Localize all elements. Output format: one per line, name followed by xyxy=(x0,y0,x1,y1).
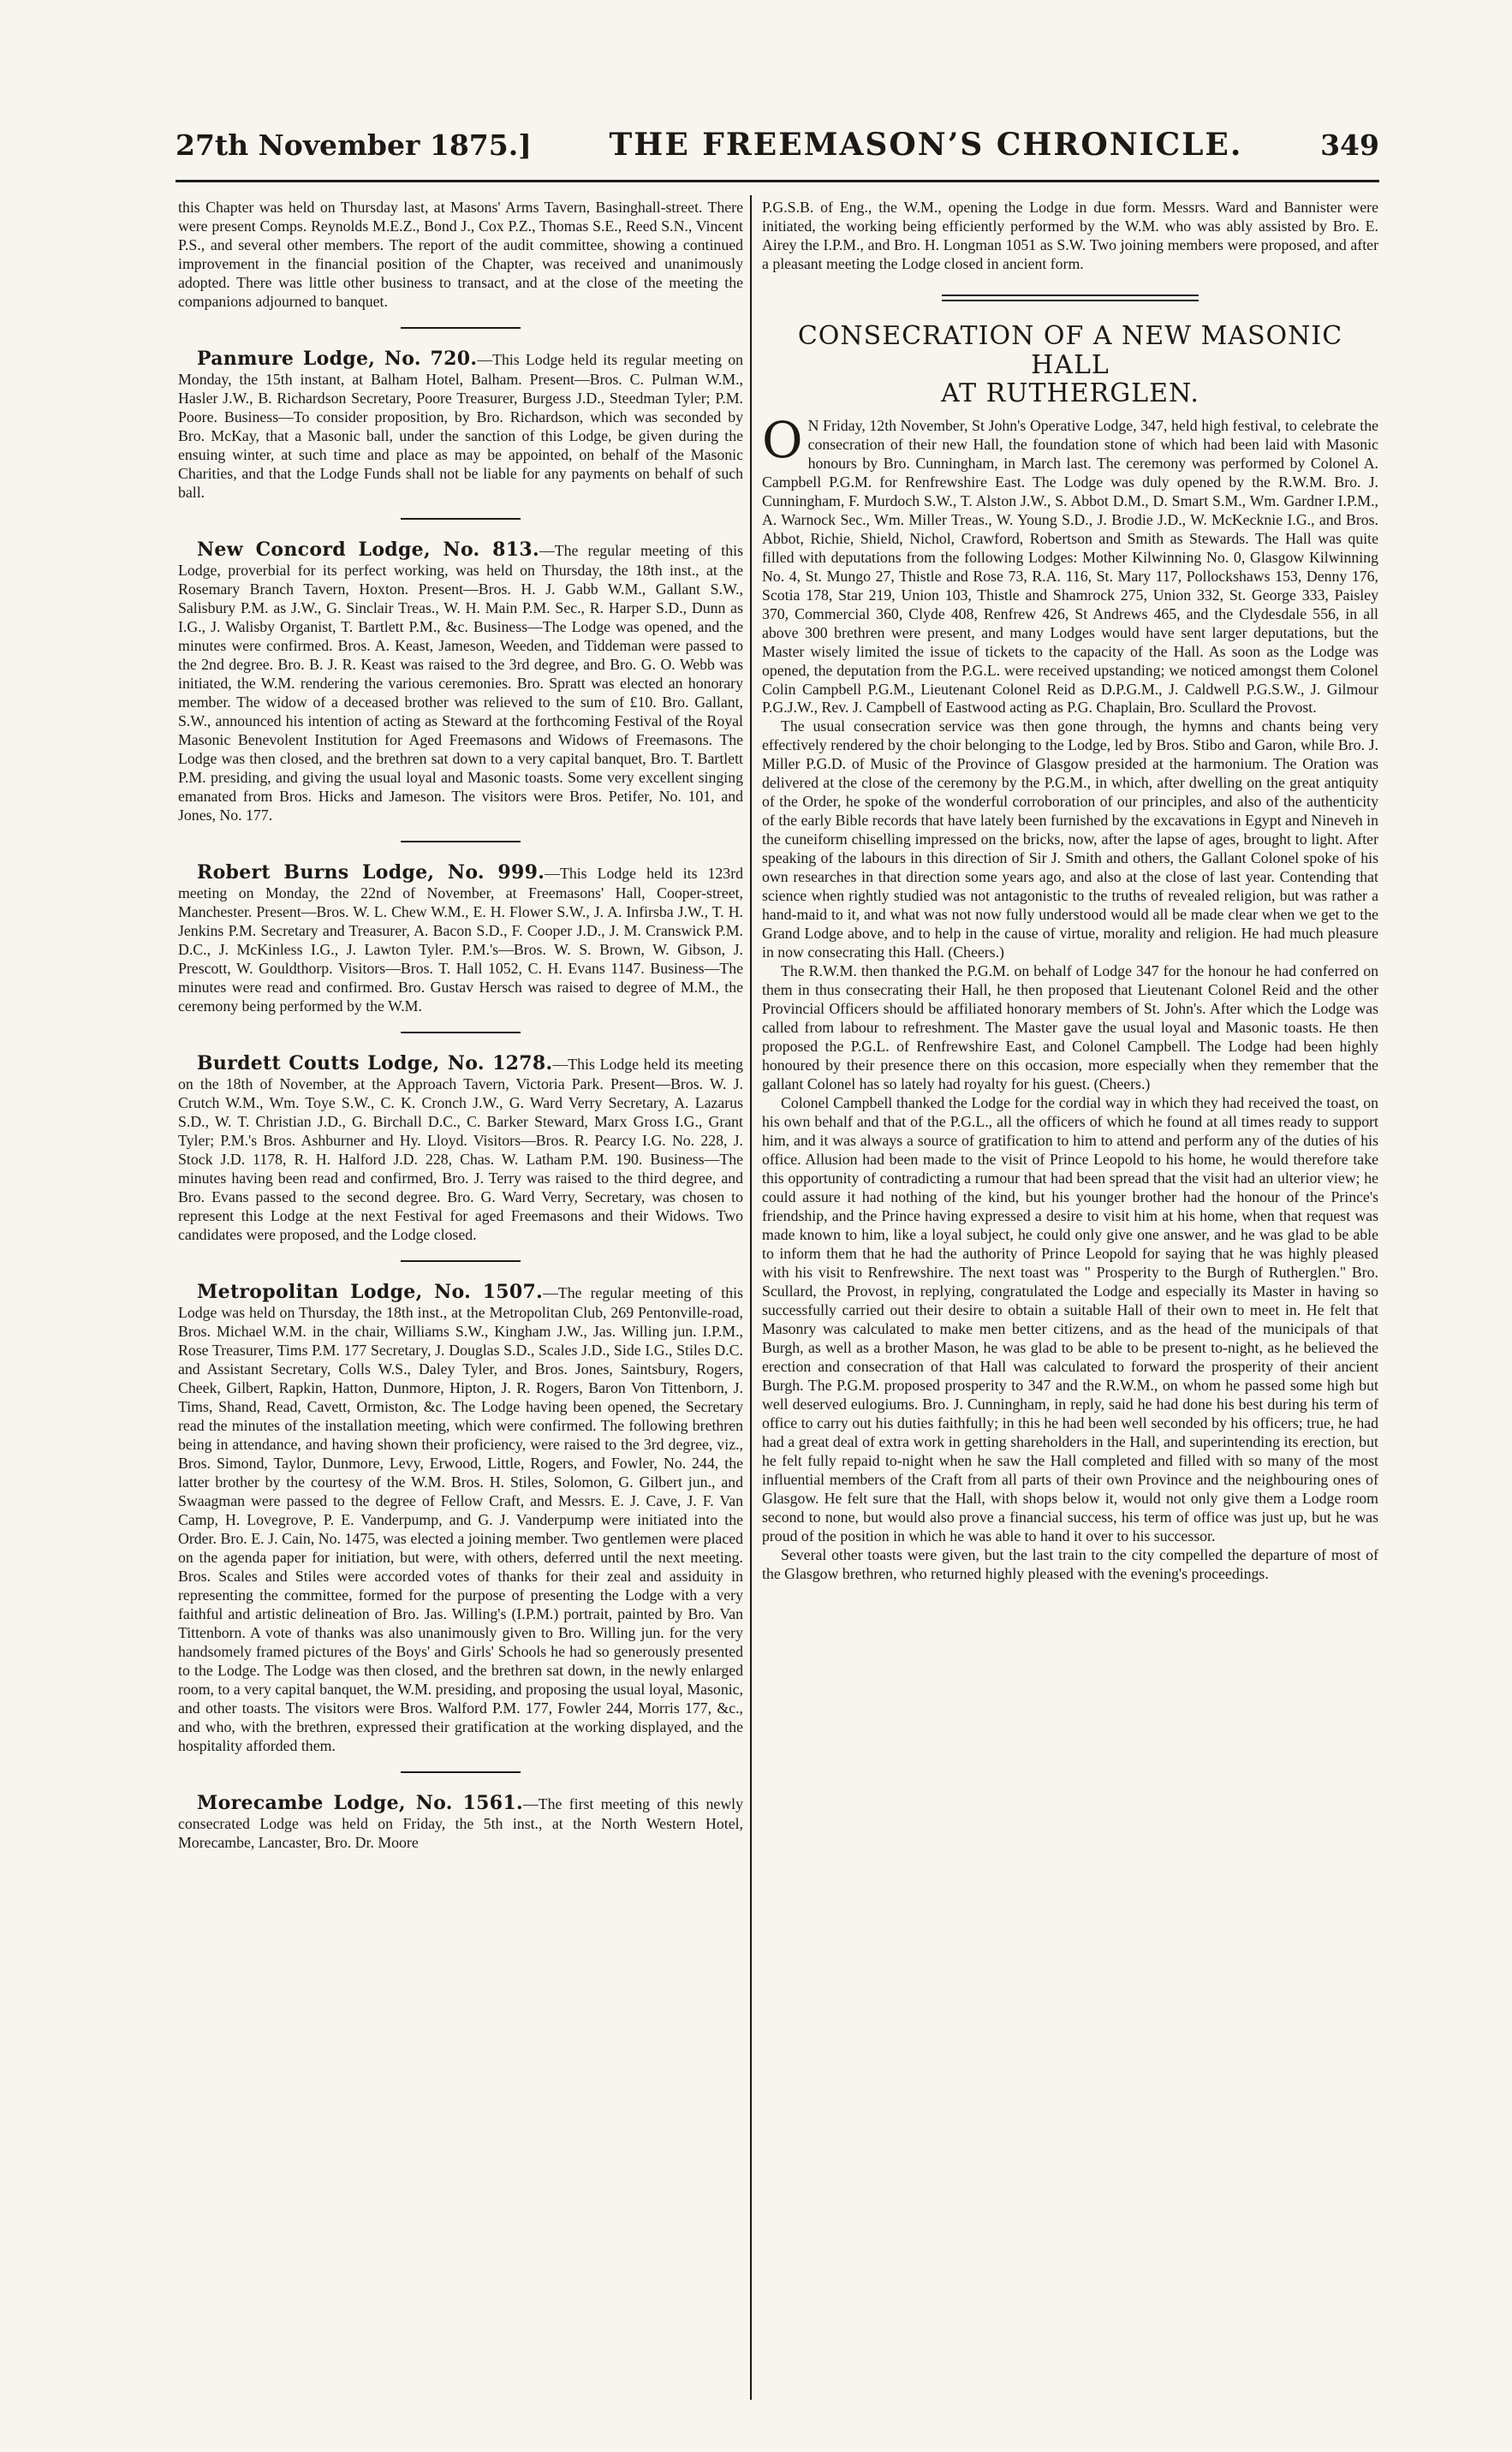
section-separator xyxy=(401,1032,521,1033)
article-separator-bottom xyxy=(942,300,1199,301)
article-paragraph xyxy=(762,410,1378,718)
lodge-report-body: The first meeting of this newly consecrated Lodge was held on Friday, the 5th inst., at the North Western Hotel, Morecambe, Lancaster, Bro. Dr. Moore xyxy=(178,1794,743,1852)
column-divider xyxy=(750,195,752,2400)
lodge-report-body: The regular meeting of this Lodge was held on Thursday, the 18th inst., at the Metropolitan Club, 269 Pentonville-road, Bros. Michael W.M. in the chair, Williams S.W., Kingham J.W., Jas. Willing jun. I.P.M., Rose Treasurer, Tims P.M. 177 Secretary, J. Douglas S.D., Scales J.D., Side I.G., Stiles D.C. and Assistant Secretary, Colls W.S., Daley Tyler, and Bros. Jones, Saintsbury, Rogers, Cheek, Gilbert, Rapkin, Hatton, Dunmore, Hipton, J. R. Rogers, Baron Von Tittenborn, J. Tims, Shand, Read, Cavett, Ormiston, &c. The Lodge having been opened, the Secretary read the minutes of the installation meeting, which were confirmed. The following brethren being in attendance, and having shown their proficiency, were raised to the 3rd degree, viz., Bros. Simond, Taylor, Dunmore, Levy, Erwood, Little, Rogers, and Fowler, No. 244, the latter brother by the courtesy of the W.M. Bros. H. Stiles, Solomon, G. Gilbert jun., and Swaagman were passed to the degree of Fellow Craft, and Messrs. E. J. Cave, J. F. Van Camp, H. Lovegrove, P. E. Vanderpump, and G. J. Vanderpump were initiated into the Order. Bro. E. J. Cain, No. 1475, was elected a joining member. Two gentlemen were placed on the agenda paper for initiation, but were, with others, deferred until the next meeting. Bros. Scales and Stiles were accorded votes of thanks for their zeal and assiduity in representing the committee, formed for the purpose of presenting the Lodge with a very faithful and artistic delineation of Bro. Jas. Willing's (I.P.M.) portrait, painted by Bro. Van Tittenborn. A vote of thanks was also unanimously given to Bro. Willing jun. for the very handsomely framed pictures of the Boys' and Girls' Schools he had so generously presented to the Lodge. The Lodge was then closed, and the brethren sat down, in the newly enlarged room, to a very capital banquet, the W.M. presiding, and proposing the usual loyal, Masonic, and other toasts. The visitors were Bros. Walford P.M. 177, Fowler 244, Morris 177, &c., and who, with the brethren, expressed their gratification at the working displayed, and the hospitality afforded them. xyxy=(178,1284,743,1754)
issue-date: 27th November 1875.] xyxy=(176,128,532,162)
masthead xyxy=(176,127,1379,171)
lodge-report: Burdett Coutts Lodge, No. 1278.—This Lodge held its meeting on the 18th of November, at the Approach Tavern, Victoria Park. Present—Bros. W. J. Crutch W.M., Wm. Toye S.W., C. K. Cronch J.W., G. Ward Verry Secretary, A. Lazarus S.D., W. T. Christian J.D., G. Birchall D.C., C. Barker Steward, Marx Gross I.G., Grant Tyler; P.M.'s Bros. Ashburner and Hy. Lloyd. Visitors—Bros. R. Pearcy I.G. No. 228, J. Stock J.D. 1178, R. H. Halford J.D. 228, Chas. W. Latham P.M. 190. Business—The minutes having been read and confirmed, Bro. J. Terry was raised to the third degree, and Bro. Evans passed to the second degree. Bro. G. Ward Verry, Secretary, was chosen to represent this Lodge at the next Festival for aged Freemasons and their Widows. Two candidates were proposed, and the Lodge closed. xyxy=(178,1052,743,1244)
lodge-report-title: Metropolitan Lodge, No. 1507. xyxy=(197,1281,544,1304)
article-paragraph: Several other toasts were given, but the last train to the city compelled the departure of most of the Glasgow brethren, who returned highly pleased with the evening's proceedings. xyxy=(762,1545,1378,1582)
lodge-report-title: Robert Burns Lodge, No. 999. xyxy=(197,860,545,884)
right-column xyxy=(762,199,1378,1584)
headline-line-1: CONSECRATION OF A NEW MASONIC HALL xyxy=(797,320,1343,380)
lodge-report: Morecambe Lodge, No. 1561.—The first meeting of this newly consecrated Lodge was held on Friday, the 5th inst., at the North Western Hotel, Morecambe, Lancaster, Bro. Dr. Moore xyxy=(178,1791,743,1852)
lodge-report-title: Burdett Coutts Lodge, No. 1278. xyxy=(197,1052,553,1075)
article-paragraph: The R.W.M. then thanked the P.G.M. on behalf of Lodge 347 for the honour he had conferred on them in thus consecrating their Hall, he then proposed that Lieutenant Colonel Reid and the other Provincial Officers should be affiliated honorary members of St. John's. After which the Lodge was called from labour to refreshment. The Master gave the usual loyal and Masonic toasts. He then proposed the P.G.L. of Renfrewshire East, and Colonel Campbell. The Lodge had been highly honoured by their presence there on this occasion, more especially when they remember that the gallant Colonel has so lately had royalty for his guest. (Cheers.) xyxy=(762,962,1378,1093)
article-paragraph: The usual consecration service was then gone through, the hymns and chants being very effectively rendered by the choir belonging to the Lodge, led by Bros. Stibo and Garon, while Bro. J. Miller P.G.D. of Music of the Province of Glasgow presided at the harmonium. The Oration was delivered at the close of the ceremony by the P.G.M., in which, after dwelling on the great antiquity of the Order, he spoke of the wonderful corroboration of our principles, and also of the authenticity of the early Bible records that have lately been furnished by the excavations in Egypt and Nineveh in the cuneiform chiselling impressed on the bricks, now, after the lapse of ages, brought to light. After speaking of the labours in this direction of Sir J. Smith and others, the Gallant Colonel spoke of his own researches in that direction some years ago, and also at the close of last year. Contending that science when rightly studied was not antagonistic to the truths of revealed religion, but was rather a hand-maid to it, and what was not now fully understood would all be made clear when we get to the Grand Lodge above, and to help in the cause of virtue, morality and religion. He had much pleasure in now consecrating this Hall. (Cheers.) xyxy=(762,717,1378,961)
lodge-report-title: Morecambe Lodge, No. 1561. xyxy=(197,1791,523,1814)
paragraph-text: N Friday, 12th November, St John's Operative Lodge, 347, held high festival, to celebrate the consecration of their new Hall, the foundation stone of which had been laid with Masonic honours by Bro. Cunningham, in March last. The ceremony was performed by Colonel A. Campbell P.G.M. for Renfrewshire East. The Lodge was duly opened by the R.W.M. Bro. J. Cunningham, F. Murdoch S.W., T. Alston J.W., S. Abbot D.M., D. Smart S.M., Wm. Gardner I.P.M., A. Warnock Sec., Wm. Miller Treas., W. Young S.D., J. Brodie J.D., W. McKecknie I.G., and Bros. Abbot, Richie, Shield, Nichol, Crawford, Robertson and Smith as Stewards. The Hall was quite filled with deputations from the following Lodges: Mother Kilwinning No. 0, Glasgow Kilwinning No. 4, St. Mungo 27, Thistle and Rose 73, R.A. 116, St. Mary 117, Pollockshaws 153, Denny 176, Scotia 178, Star 219, Union 103, Thistle and Shamrock 275, Union 332, St. George 333, Paisley 370, Commercial 360, Clyde 408, Renfrew 426, St Andrews 465, and the Clydesdale 556, in all above 300 brethren were present, and many Lodges would have sent larger deputations, but the Master wisely limited the issue of tickets to the capacity of the Hall. As soon as the Lodge was opened, the deputation from the P.G.L. were received upstanding; we noticed amongst them Colonel Colin Campbell P.G.M., Lieutenant Colonel Reid as D.P.G.M., J. Caldwell P.G.S.W., J. Gilmour P.G.J.W., Rev. J. Campbell of Eastwood acting as P.G. Chaplain, Bro. Scullard the Provost. xyxy=(762,416,1378,717)
drop-cap: O xyxy=(762,410,803,469)
section-separator xyxy=(401,841,521,842)
article-paragraph: Colonel Campbell thanked the Lodge for the cordial way in which they had received the toast, on his own behalf and that of the P.G.L., all the officers of which he found at all times ready to support him, and it was always a source of gratification to him to attend and perform any of the duties of his office. Allusion had been made to the visit of Prince Leopold to his home, he would therefore take this opportunity of contradicting a rumour that had been spread that the visit had an ulterior view; he could assure it had nothing of the kind, but his younger brother had the honour of the Prince's friendship, and the Prince having expressed a desire to visit him at his home, when that request was made known to him, like a loyal subject, he could only give one answer, and he was glad to be able to inform them that he had the authority of Prince Leopold for saying that he was highly pleased with his visit to Renfrewshire. The next toast was " Prosperity to the Burgh of Rutherglen." Bro. Scullard, the Provost, in replying, congratulated the Lodge and especially its Master in having so successfully carried out their desire to obtain a suitable Hall of their own to meet in. He felt that Masonry was calculated to make men better citizens, and as the head of the municipals of that Burgh, as well as a brother Mason, he was glad to be able to be present to-night, as he believed the erection and consecration of that Hall was calculated to forward the prosperity of their ancient Burgh. The P.G.M. proposed prosperity to 347 and the R.W.M., on whom he passed some high but well deserved eulogiums. Bro. J. Cunningham, in reply, said he had done his best during his term of office to carry out his duties faithfully; in this he had been well seconded by his officers; true, he had had a great deal of extra work in getting shareholders in the Hall, and superintending its erection, but he felt fully repaid to-night when he saw the Hall completed and filled with so many of the most influential members of the Craft from all parts of their own Province and the neighbouring ones of Glasgow. He felt sure that the Hall, with shops below it, would not only give them a Lodge room second to none, but would also prove a financial success, his term of office was just up, but he was proud of the position in which he was able to hand it over to his successor. xyxy=(762,1094,1378,1544)
section-separator xyxy=(401,518,521,520)
lodge-report: Panmure Lodge, No. 720.—This Lodge held its regular meeting on Monday, the 15th instant, at Balham Hotel, Balham. Present—Bros. C. Pulman W.M., Hasler J.W., B. Richardson Secretary, Poore Treasurer, Burgess J.D., Steedman Tyler; P.M. Poore. Business—To consider proposition, by Bro. Richardson, which was seconded by Bro. McKay, that a Masonic ball, under the sanction of this Lodge, be given during the ensuing winter, at such time and place as may be appointed, on behalf of the Masonic Charities, and that the Lodge Funds shall not be liable for any payments on behalf of such ball. xyxy=(178,347,743,501)
left-column xyxy=(178,199,743,1853)
lodge-report-body: The regular meeting of this Lodge, proverbial for its perfect working, was held on Thursday, the 18th inst., at the Rosemary Branch Tavern, Hoxton. Present—Bros. H. J. Gabb W.M., Gallant S.W., Salisbury P.M. as J.W., G. Sinclair Treas., W. H. Main P.M. Sec., R. Harper S.D., Dunn as I.G., J. Walisby Organist, T. Bartlett P.M., &c. Business—The Lodge was opened, and the minutes were confirmed. Bros. A. Keast, Jameson, Weeden, and Tiddeman were passed to the 2nd degree. Bro. B. J. R. Keast was raised to the 3rd degree, and Bro. G. O. Webb was initiated, the W.M. rendering the various ceremonies. Bro. Spratt was elected an honorary member. The widow of a deceased brother was relieved to the sum of £10. Bro. Gallant, S.W., announced his intention of acting as Steward at the forthcoming Festival of the Royal Masonic Benevolent Institution for Aged Freemasons and Widows of Freemasons. The Lodge was then closed, and the brethren sat down to a very capital banquet, Bro. T. Bartlett P.M. presiding, and giving the usual loyal and Masonic toasts. Some very excellent singing emanated from Bros. Hicks and Jameson. The visitors were Bros. Petifer, No. 101, and Jones, No. 177. xyxy=(178,541,743,824)
section-separator xyxy=(401,327,521,329)
headline-line-2: AT RUTHERGLEN. xyxy=(941,378,1199,409)
chapter-report-continuation: this Chapter was held on Thursday last, at Masons' Arms Tavern, Basinghall-street. There were present Comps. Reynolds M.E.Z., Bond J., Cox P.Z., Thomas S.E., Reed S.N., Vincent P.S., and several other members. The report of the audit committee, showing a continued improvement in the financial position of the Chapter, was received and unanimously adopted. There was little other business to transact, and at the close of the meeting the companions adjourned to banquet. xyxy=(178,199,743,310)
page-number: 349 xyxy=(1320,128,1379,162)
article-separator-top xyxy=(942,295,1199,296)
section-separator xyxy=(401,1771,521,1773)
lodge-report-title: Panmure Lodge, No. 720. xyxy=(197,347,478,370)
lodge-report: Metropolitan Lodge, No. 1507.—The regular meeting of this Lodge was held on Thursday, the 18th inst., at the Metropolitan Club, 269 Pentonville-road, Bros. Michael W.M. in the chair, Williams S.W., Kingham J.W., Jas. Willing jun. I.P.M., Rose Treasurer, Tims P.M. 177 Secretary, J. Douglas S.D., Scales J.D., Side I.G., Stiles D.C. and Assistant Secretary, Colls W.S., Daley Tyler, and Bros. Jones, Saintsbury, Rogers, Cheek, Gilbert, Rapkin, Hatton, Dunmore, Hipton, J. R. Rogers, Baron Von Tittenborn, J. Tims, Shand, Read, Cavett, Ormiston, &c. The Lodge having been opened, the Secretary read the minutes of the installation meeting, which were confirmed. The following brethren being in attendance, and having shown their proficiency, were raised to the 3rd degree, viz., Bros. Simond, Taylor, Dunmore, Levy, Erwood, Little, Rogers, and Fowler, No. 244, the latter brother by the courtesy of the W.M. Bros. H. Stiles, Solomon, G. Gilbert jun., and Swaagman were passed to the degree of Fellow Craft, and Messrs. E. J. Cave, J. F. Van Camp, H. Lovegrove, P. E. Vanderpump, and G. J. Vanderpump were initiated into the Order. Bro. E. J. Cain, No. 1475, was elected a joining member. Two gentlemen were placed on the agenda paper for initiation, but were, with others, deferred until the next meeting. Bros. Scales and Stiles were accorded votes of thanks for their zeal and assiduity in representing the committee, formed for the purpose of presenting the Lodge with a very faithful and artistic delineation of Bro. Jas. Willing's (I.P.M.) portrait, painted by Bro. Van Tittenborn. A vote of thanks was also unanimously given to Bro. Willing jun. for the very handsomely framed pictures of the Boys' and Girls' Schools he had so generously presented to the Lodge. The Lodge was then closed, and the brethren sat down, in the newly enlarged room, to a very capital banquet, the W.M. presiding, and proposing the usual loyal, Masonic, and other toasts. The visitors were Bros. Walford P.M. 177, Fowler 244, Morris 177, &c., and who, with the brethren, expressed their gratification at the working displayed, and the hospitality afforded them. xyxy=(178,1281,743,1754)
section-separator xyxy=(401,1260,521,1262)
masthead-rule xyxy=(176,180,1379,182)
lodge-report-body: This Lodge held its meeting on the 18th of November, at the Approach Tavern, Victoria Park. Present—Bros. W. J. Crutch W.M., Wm. Toye S.W., C. K. Cronch J.W., G. Ward Verry Secretary, A. Lazarus S.D., W. T. Christian J.D., G. Birchall D.C., C. Barker Steward, Marx Gross I.G., Grant Tyler; P.M.'s Bros. Ashburner and Hy. Lloyd. Visitors—Bros. R. Pearcy I.G. No. 228, J. Stock J.D. 1178, R. H. Halford J.D. 228, Chas. W. Latham P.M. 190. Business—The minutes having been read and confirmed, Bro. J. Terry was raised to the third degree, and Bro. Evans passed to the second degree. Bro. G. Ward Verry, Secretary, was chosen to represent this Lodge at the next Festival for aged Freemasons and their Widows. Two candidates were proposed, and the Lodge closed. xyxy=(178,1056,743,1244)
lodge-report-body: This Lodge held its 123rd meeting on Monday, the 22nd of November, at Freemasons' Hall, Cooper-street, Manchester. Present—Bros. W. L. Chew W.M., E. H. Flower S.W., J. A. Infirsba J.W., T. H. Jenkins P.M. Secretary and Treasurer, A. Bacon S.D., F. Cooper J.D., J. M. Cranswick P.M. D.C., J. McKinless I.G., J. Lawton Tyler. P.M.'s—Bros. W. S. Brown, W. Gibson, J. Prescott, W. Gouldthorp. Visitors—Bros. T. Hall 1052, C. H. Evans 1147. Business—The minutes were read and confirmed. Bro. Gustav Hersch was raised to degree of M.M., the ceremony being performed by the W.M. xyxy=(178,864,744,1015)
morecambe-report-continuation: P.G.S.B. of Eng., the W.M., opening the Lodge in due form. Messrs. Ward and Bannister were initiated, the working being efficiently performed by the W.M. who was ably assisted by Bro. E. Airey the I.P.M., and Bro. H. Longman 1051 as S.W. Two joining members were proposed, and after a pleasant meeting the Lodge closed in ancient form. xyxy=(762,199,1378,272)
lodge-report-title: New Concord Lodge, No. 813. xyxy=(197,538,539,561)
publication-title: THE FREEMASON’S CHRONICLE. xyxy=(609,127,1243,163)
lodge-report: New Concord Lodge, No. 813.—The regular meeting of this Lodge, proverbial for its perfect working, was held on Thursday, the 18th inst., at the Rosemary Branch Tavern, Hoxton. Present—Bros. H. J. Gabb W.M., Gallant S.W., Salisbury P.M. as J.W., G. Sinclair Treas., W. H. Main P.M. Sec., R. Harper S.D., Dunn as I.G., J. Walisby Organist, T. Bartlett P.M., &c. Business—The Lodge was opened, and the minutes were confirmed. Bros. A. Keast, Jameson, Weeden, and Tiddeman were passed to the 2nd degree. Bro. B. J. R. Keast was raised to the 3rd degree, and Bro. G. O. Webb was initiated, the W.M. rendering the various ceremonies. Bro. Spratt was elected an honorary member. The widow of a deceased brother was relieved to the sum of £10. Bro. Gallant, S.W., announced his intention of acting as Steward at the forthcoming Festival of the Royal Masonic Benevolent Institution for Aged Freemasons and Widows of Freemasons. The Lodge was then closed, and the brethren sat down to a very capital banquet, Bro. T. Bartlett P.M. presiding, and giving the usual loyal and Masonic toasts. Some very excellent singing emanated from Bros. Hicks and Jameson. The visitors were Bros. Petifer, No. 101, and Jones, No. 177. xyxy=(178,538,743,824)
article-headline xyxy=(762,322,1378,408)
lodge-report: Robert Burns Lodge, No. 999.—This Lodge held its 123rd meeting on Monday, the 22nd of November, at Freemasons' Hall, Cooper-street, Manchester. Present—Bros. W. L. Chew W.M., E. H. Flower S.W., J. A. Infirsba J.W., T. H. Jenkins P.M. Secretary and Treasurer, A. Bacon S.D., F. Cooper J.D., J. M. Cranswick P.M. D.C., J. McKinless I.G., J. Lawton Tyler. P.M.'s—Bros. W. S. Brown, W. Gibson, J. Prescott, W. Gouldthorp. Visitors—Bros. T. Hall 1052, C. H. Evans 1147. Business—The minutes were read and confirmed. Bro. Gustav Hersch was raised to degree of M.M., the ceremony being performed by the W.M. xyxy=(178,860,744,1015)
lodge-report-body: This Lodge held its regular meeting on Monday, the 15th instant, at Balham Hotel, Balham. Present—Bros. C. Pulman W.M., Hasler J.W., B. Richardson Secretary, Poore Treasurer, Burgess J.D., Steedman Tyler; P.M. Poore. Business—To consider proposition, by Bro. Richardson, which was seconded by Bro. McKay, that a Masonic ball, under the sanction of this Lodge, be given during the ensuing winter, at such time and place as may be appointed, on behalf of the Masonic Charities, and that the Lodge Funds shall not be liable for any payments on behalf of such ball. xyxy=(178,350,743,501)
